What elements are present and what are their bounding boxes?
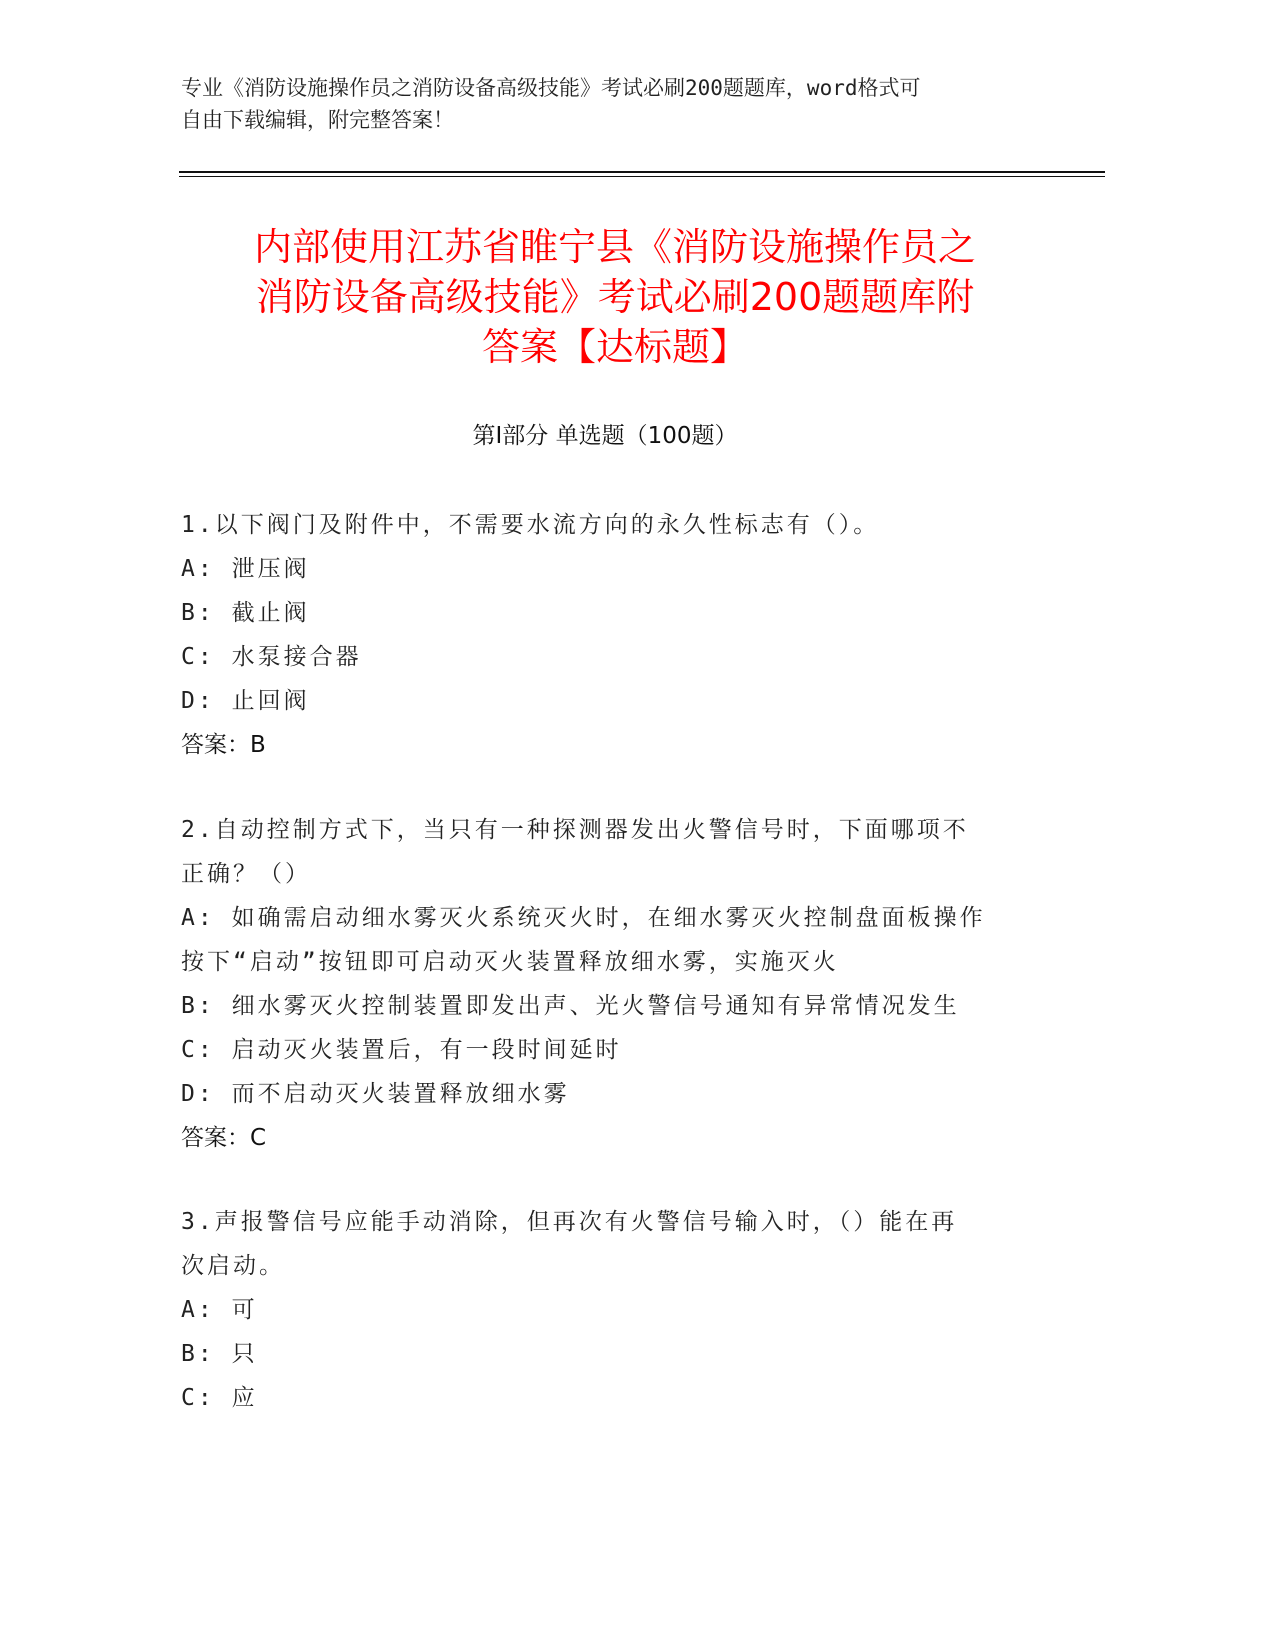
option-label: C: (181, 644, 215, 670)
option-a (181, 896, 1081, 940)
option-c (181, 1376, 1081, 1420)
question-stem-cont: 正确？（） (181, 861, 311, 887)
document-title-line: 答案【达标题】 (481, 325, 748, 369)
option-a-cont: 按下“启动”按钮即可启动灭火装置释放细水雾，实施灭火 (181, 949, 839, 975)
document-title (150, 222, 1080, 372)
document-title-line: 内部使用江苏省睢宁县《消防设施操作员之 (253, 225, 976, 269)
option-text: 应 (231, 1385, 258, 1411)
question-2 (181, 808, 1081, 1160)
option-label: B: (181, 600, 215, 626)
option-a (181, 1288, 1081, 1332)
question-1 (181, 503, 1081, 767)
option-text: 只 (231, 1341, 258, 1367)
option-label: C: (181, 1385, 215, 1411)
option-text: 启动灭火装置后，有一段时间延时 (231, 1037, 622, 1063)
option-label: D: (181, 1081, 215, 1107)
header-divider-thick (179, 171, 1105, 173)
option-label: B: (181, 993, 215, 1019)
option-text: 止回阀 (231, 688, 310, 714)
option-label: D: (181, 688, 215, 714)
option-label: A: (181, 556, 215, 582)
option-text: 如确需启动细水雾灭火系统灭火时，在细水雾灭火控制盘面板操作 (231, 905, 986, 931)
section-heading: 第Ⅰ部分 单选题（100题） (472, 423, 738, 449)
question-stem: 2.自动控制方式下，当只有一种探测器发出火警信号时，下面哪项不 (181, 817, 969, 843)
option-text: 泄压阀 (231, 556, 310, 582)
option-text: 水泵接合器 (231, 644, 362, 670)
option-c (181, 1028, 1081, 1072)
option-label: A: (181, 905, 215, 931)
header-divider-thin (179, 176, 1105, 177)
option-d (181, 679, 1081, 723)
option-d (181, 1072, 1081, 1116)
option-text: 可 (231, 1297, 258, 1323)
option-b (181, 984, 1081, 1028)
question-stem-cont: 次启动。 (181, 1253, 285, 1279)
option-label: C: (181, 1037, 215, 1063)
option-label: A: (181, 1297, 215, 1323)
header-note (181, 72, 1041, 136)
answer: 答案：C (181, 1125, 267, 1151)
option-a (181, 547, 1081, 591)
question-stem: 1.以下阀门及附件中，不需要水流方向的永久性标志有（）。 (181, 512, 880, 538)
option-label: B: (181, 1341, 215, 1367)
answer: 答案：B (181, 732, 266, 758)
header-note-line: 自由下载编辑，附完整答案！ (181, 108, 454, 132)
question-stem: 3.声报警信号应能手动消除，但再次有火警信号输入时，（）能在再 (181, 1209, 958, 1235)
option-b (181, 1332, 1081, 1376)
option-text: 而不启动灭火装置释放细水雾 (231, 1081, 570, 1107)
option-b (181, 591, 1081, 635)
header-note-line: 专业《消防设施操作员之消防设备高级技能》考试必刷200题题库，word格式可 (181, 76, 921, 100)
option-text: 细水雾灭火控制装置即发出声、光火警信号通知有异常情况发生 (231, 993, 960, 1019)
option-text: 截止阀 (231, 600, 310, 626)
question-3 (181, 1200, 1081, 1420)
document-title-line: 消防设备高级技能》考试必刷200题题库附 (255, 275, 975, 319)
option-c (181, 635, 1081, 679)
